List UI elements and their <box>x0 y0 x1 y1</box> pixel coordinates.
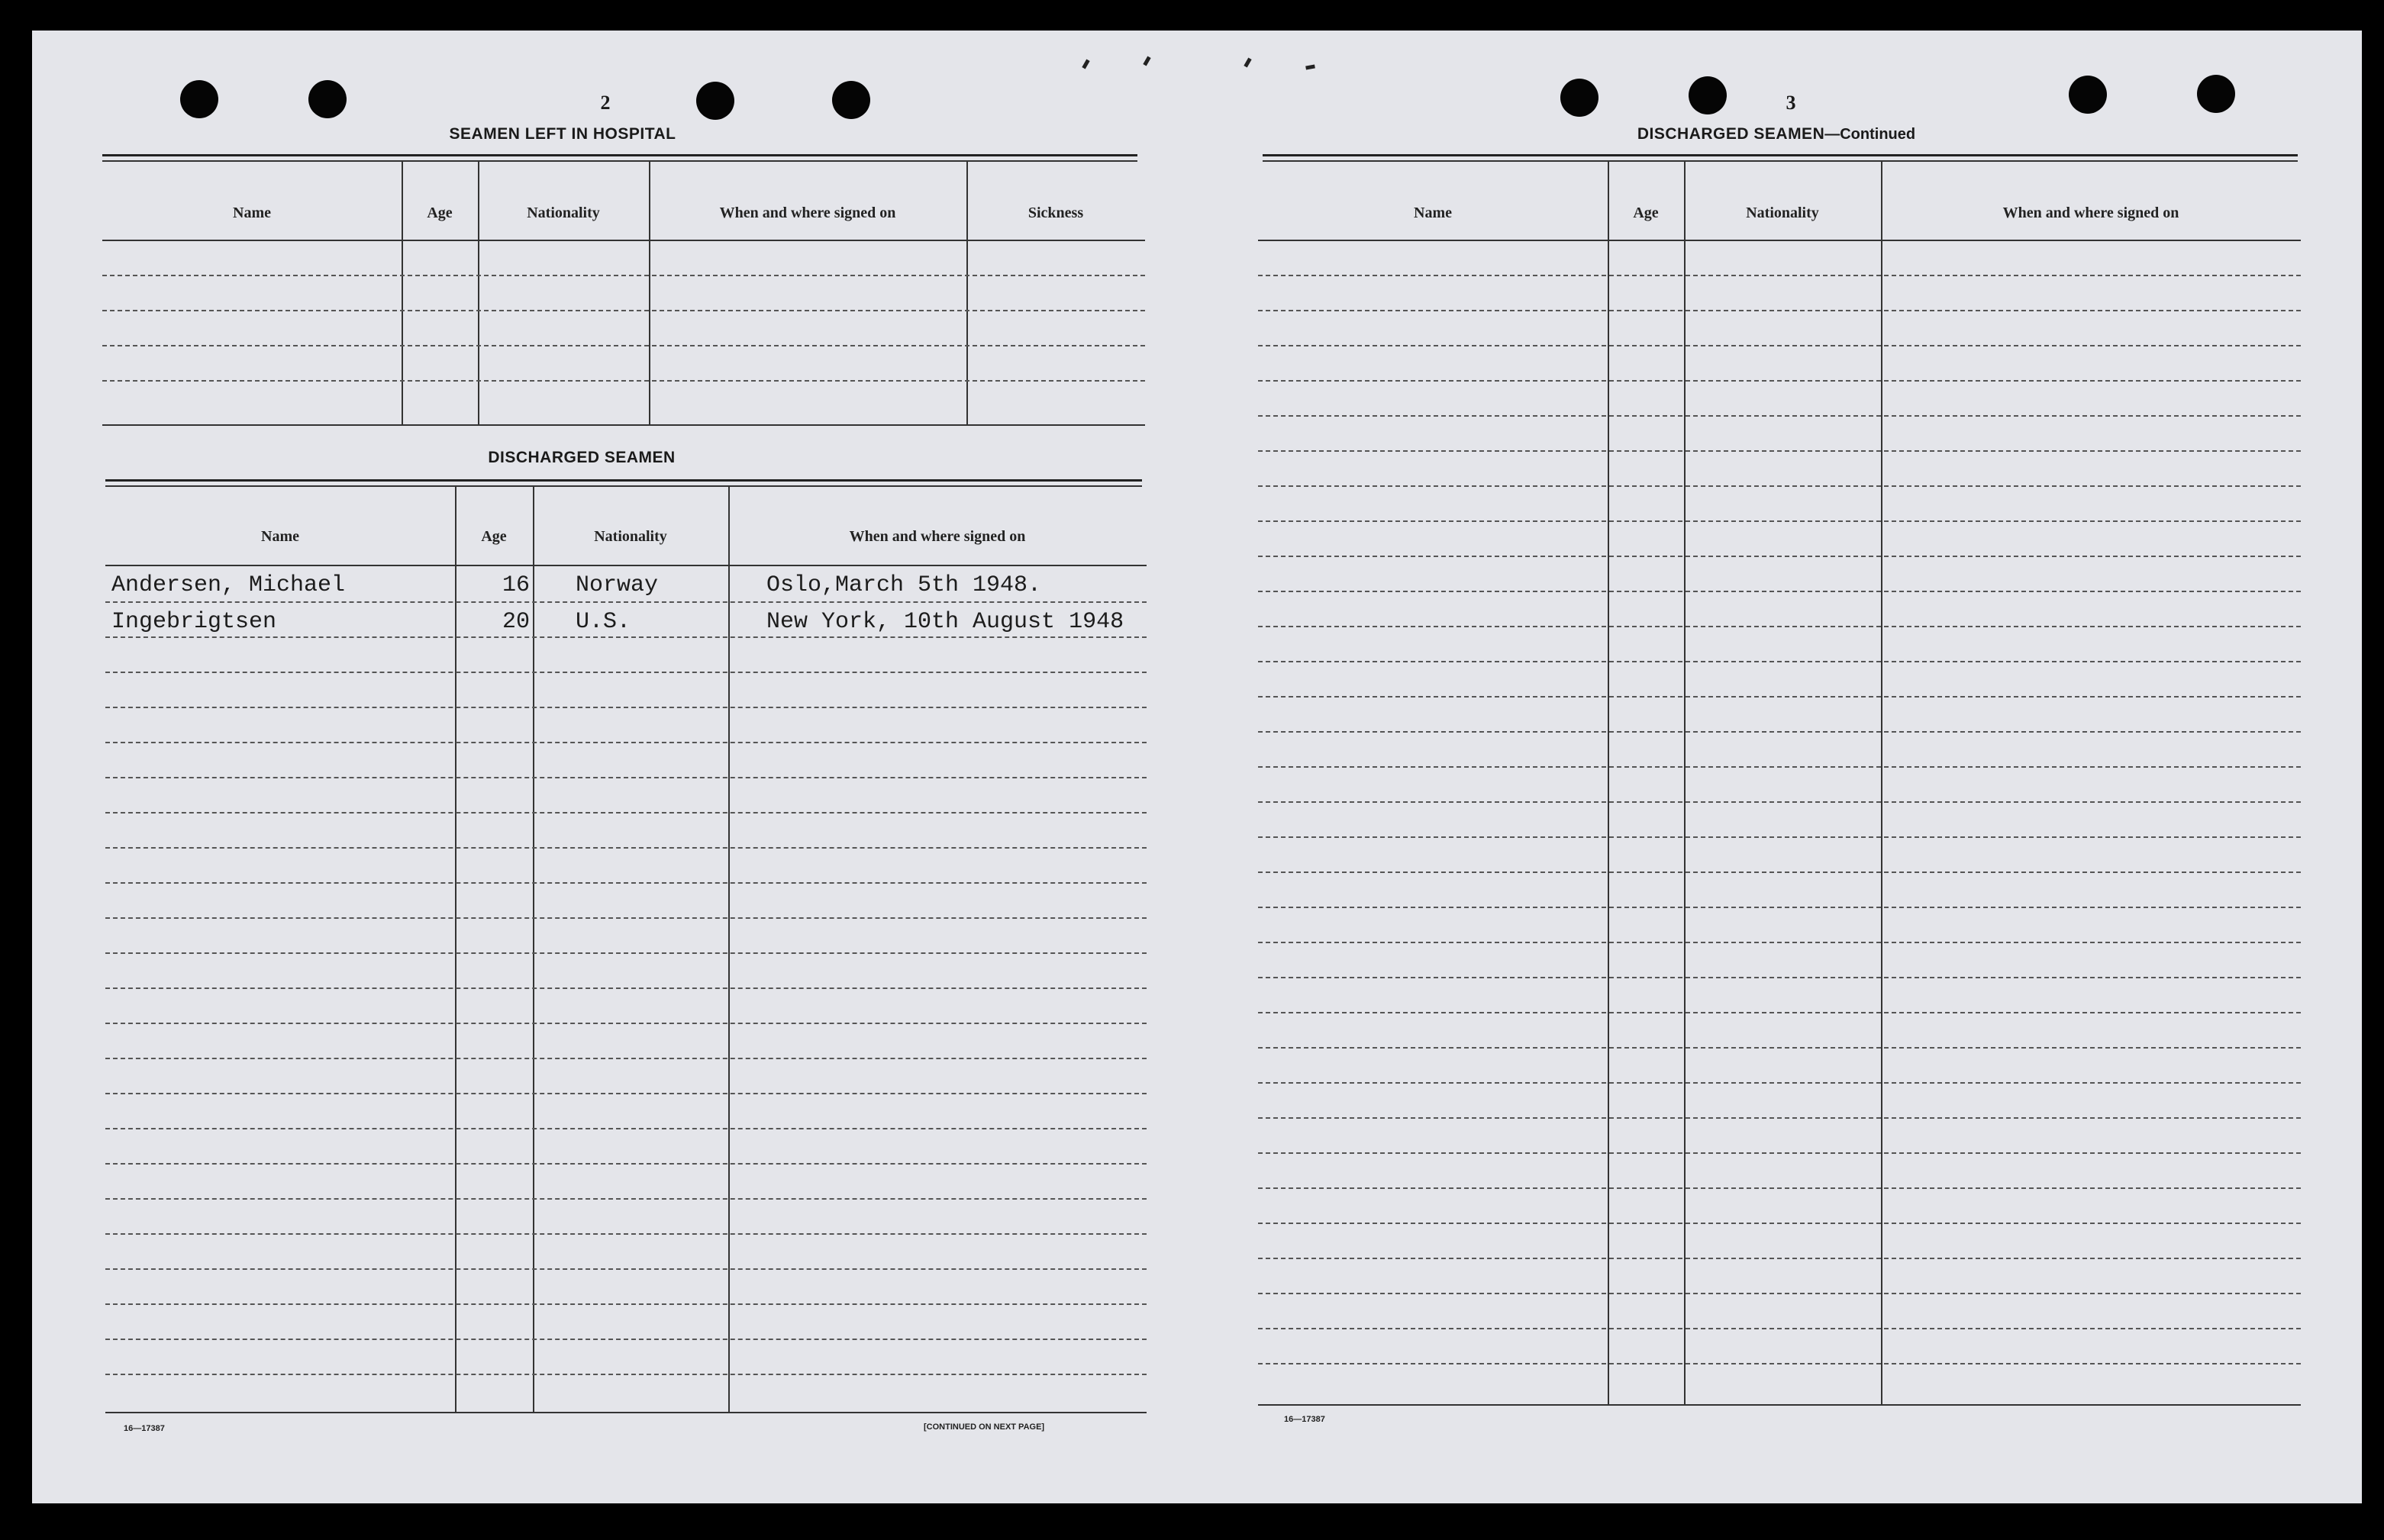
column-divider <box>966 162 968 424</box>
ruled-line <box>105 952 1147 954</box>
punch-hole <box>308 80 347 118</box>
ruled-line <box>105 1058 1147 1059</box>
ruled-line <box>1258 1152 2301 1154</box>
ruled-line <box>1258 871 2301 873</box>
document-spread <box>32 31 2362 1503</box>
col-header-name: Name <box>261 528 299 545</box>
punch-hole <box>180 80 218 118</box>
ruled-line <box>1258 1223 2301 1224</box>
column-divider <box>533 487 534 1412</box>
table-bottom-rule <box>1258 1404 2301 1406</box>
col-header-signed-on: When and where signed on <box>2002 205 2179 221</box>
ruled-line <box>1258 310 2301 311</box>
ruled-line <box>1258 1117 2301 1119</box>
column-divider <box>1684 162 1686 1404</box>
col-header-sickness: Sickness <box>1027 205 1084 221</box>
column-divider <box>649 162 650 424</box>
ruled-line <box>105 636 1147 638</box>
ruled-line <box>105 777 1147 778</box>
ruled-line <box>1258 485 2301 487</box>
speck-mark <box>1305 64 1315 69</box>
ruled-line <box>105 987 1147 989</box>
header-underline <box>105 565 1147 566</box>
title-rule <box>105 479 1142 482</box>
ruled-line <box>1258 345 2301 346</box>
ruled-line <box>105 882 1147 884</box>
ruled-line <box>102 380 1145 382</box>
seaman-name: Andersen, Michael <box>111 572 346 598</box>
ruled-line <box>105 917 1147 919</box>
ruled-line <box>1258 450 2301 452</box>
col-header-nationality: Nationality <box>527 205 600 221</box>
header-underline <box>102 240 1145 241</box>
punch-hole <box>1560 79 1598 117</box>
title-main: DISCHARGED SEAMEN <box>1637 125 1825 143</box>
page-number-left: 2 <box>600 92 611 114</box>
ruled-line <box>105 1093 1147 1094</box>
form-number-left: 16—17387 <box>124 1424 165 1433</box>
ruled-line <box>1258 415 2301 417</box>
table-bottom-rule <box>105 1412 1147 1413</box>
ruled-line <box>1258 977 2301 978</box>
hospital-table <box>102 162 1145 427</box>
ruled-line <box>1258 626 2301 627</box>
ruled-line <box>105 1198 1147 1200</box>
ruled-line <box>105 601 1147 603</box>
ruled-line <box>102 345 1145 346</box>
ruled-line <box>105 1023 1147 1024</box>
ruled-line <box>105 1233 1147 1235</box>
ruled-line <box>1258 766 2301 768</box>
ruled-line <box>105 847 1147 849</box>
col-header-name: Name <box>233 205 271 221</box>
ruled-line <box>1258 520 2301 522</box>
ruled-line <box>1258 1012 2301 1013</box>
ruled-line <box>1258 556 2301 557</box>
ruled-line <box>1258 380 2301 382</box>
ruled-line <box>105 742 1147 743</box>
discharged-table-right <box>1258 162 2301 1436</box>
ruled-line <box>105 1339 1147 1340</box>
ruled-line <box>102 310 1145 311</box>
ruled-line <box>105 812 1147 813</box>
col-header-signed-on: When and where signed on <box>849 528 1026 545</box>
seaman-age: 16 <box>502 572 531 598</box>
punch-hole <box>696 82 734 120</box>
col-header-age: Age <box>481 528 507 545</box>
ruled-line <box>105 1303 1147 1305</box>
seaman-nationality: Norway <box>576 572 659 598</box>
col-header-age: Age <box>427 205 453 221</box>
ruled-line <box>1258 1187 2301 1189</box>
ruled-line <box>1258 1328 2301 1329</box>
ruled-line <box>105 707 1147 708</box>
col-header-nationality: Nationality <box>1746 205 1819 221</box>
punch-hole <box>2069 76 2107 114</box>
ruled-line <box>105 1128 1147 1129</box>
title-rule <box>1263 154 2298 156</box>
column-divider <box>1608 162 1609 1404</box>
ruled-line <box>1258 275 2301 276</box>
ruled-line <box>1258 1082 2301 1084</box>
punch-hole <box>832 81 870 119</box>
column-divider <box>1881 162 1882 1404</box>
discharged-continued-title <box>1528 125 2024 143</box>
ruled-line <box>1258 1363 2301 1364</box>
speck-mark <box>1143 56 1150 66</box>
table-bottom-rule <box>102 424 1145 426</box>
form-number-right: 16—17387 <box>1284 1415 1325 1424</box>
seaman-nationality: U.S. <box>576 609 631 635</box>
discharged-table-left <box>105 487 1147 1441</box>
ruled-line <box>105 1268 1147 1270</box>
column-divider <box>478 162 479 424</box>
speck-mark <box>1082 60 1089 69</box>
column-divider <box>728 487 730 1412</box>
col-header-name: Name <box>1414 205 1452 221</box>
ruled-line <box>1258 661 2301 662</box>
ruled-line <box>102 275 1145 276</box>
ruled-line <box>1258 696 2301 698</box>
ruled-line <box>1258 942 2301 943</box>
title-rule <box>102 154 1137 156</box>
seaman-signed-on: Oslo,March 5th 1948. <box>766 572 1042 598</box>
hospital-section-title: SEAMEN LEFT IN HOSPITAL <box>449 125 676 143</box>
title-suffix: —Continued <box>1824 126 1916 143</box>
ruled-line <box>1258 801 2301 803</box>
col-header-nationality: Nationality <box>594 528 667 545</box>
page-number-right: 3 <box>1786 92 1796 114</box>
ruled-line <box>1258 907 2301 908</box>
col-header-age: Age <box>1633 205 1659 221</box>
header-underline <box>1258 240 2301 241</box>
ruled-line <box>1258 731 2301 733</box>
ruled-line <box>1258 1047 2301 1049</box>
ruled-line <box>105 1163 1147 1165</box>
ruled-line <box>1258 591 2301 592</box>
ruled-line <box>1258 1258 2301 1259</box>
column-divider <box>402 162 403 424</box>
seaman-name: Ingebrigtsen <box>111 609 277 635</box>
ruled-line <box>1258 836 2301 838</box>
speck-mark <box>1244 58 1251 68</box>
ruled-line <box>105 672 1147 673</box>
discharged-section-title: DISCHARGED SEAMEN <box>488 449 676 466</box>
punch-hole <box>1689 76 1727 114</box>
punch-hole <box>2197 75 2235 113</box>
seaman-age: 20 <box>502 609 531 635</box>
col-header-signed-on: When and where signed on <box>719 205 896 221</box>
continued-note: [CONTINUED ON NEXT PAGE] <box>924 1422 1045 1432</box>
column-divider <box>455 487 456 1412</box>
ruled-line <box>1258 1293 2301 1294</box>
seaman-signed-on: New York, 10th August 1948 <box>766 609 1124 635</box>
ruled-line <box>105 1374 1147 1375</box>
